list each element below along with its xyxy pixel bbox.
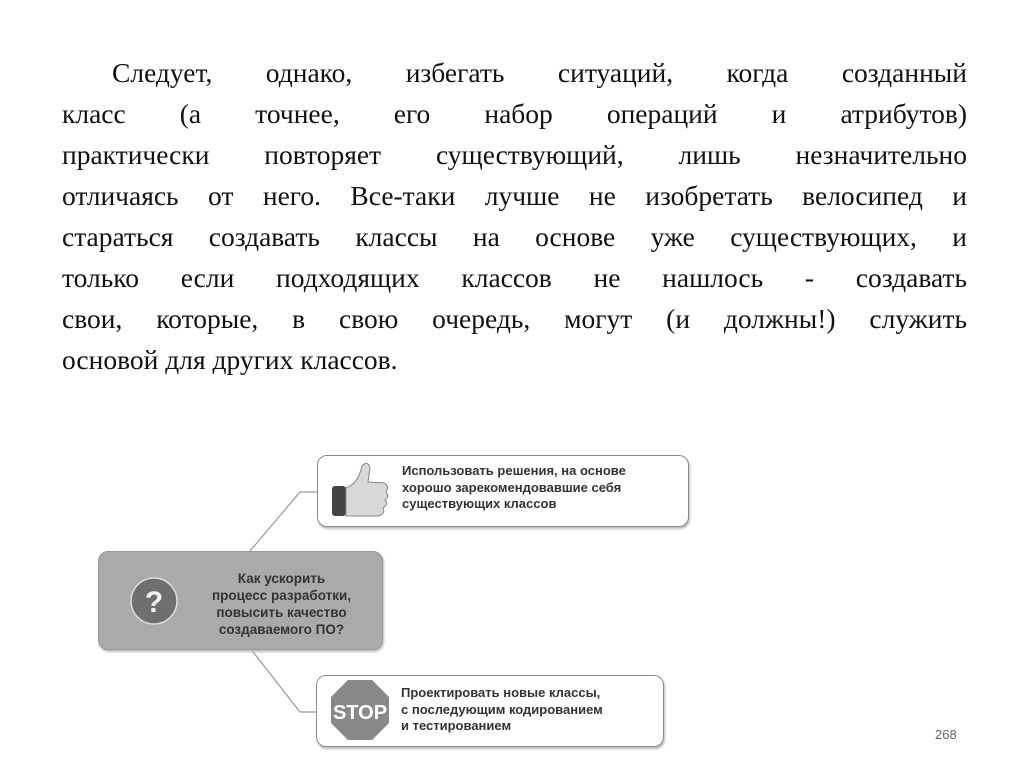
text-line: повысить качество	[216, 605, 347, 620]
paragraph-line: свои, которые, в свою очередь, могут (и должны!) служить	[62, 303, 967, 334]
text-line: Использовать решения, на основе	[402, 463, 626, 478]
text-line: существующих классов	[402, 496, 557, 511]
paragraph-line: стараться создавать классы на основе уже существующих, и	[62, 221, 967, 252]
text-line: создаваемого ПО?	[218, 622, 345, 637]
connector-top	[250, 492, 317, 551]
paragraph-line: только если подходящих классов не нашлось - создавать	[62, 262, 967, 293]
text-line: с последующим кодированием	[401, 701, 603, 717]
text-line: процесс разработки,	[211, 588, 352, 603]
option-reuse-text	[402, 463, 626, 513]
option-reuse-box	[317, 455, 689, 527]
text-line: Проектировать новые классы,	[401, 685, 601, 700]
svg-text:STOP: STOP	[332, 702, 388, 724]
paragraph-line: практически повторяет существующий, лишь незначительно	[62, 139, 967, 170]
text-line: Как ускорить	[237, 571, 326, 586]
paragraph-line: Следует, однако, избегать ситуаций, когда созданный	[112, 57, 967, 88]
page-number: 268	[935, 727, 957, 742]
option-new-box	[316, 675, 664, 747]
paragraph-line: основой для других классов.	[62, 344, 398, 375]
question-text	[189, 570, 374, 638]
stop-sign-icon	[329, 678, 391, 744]
paragraph-line: отличаясь от него. Все-таки лучше не изобретать велосипед и	[62, 180, 967, 211]
text-line: хорошо зарекомендовавшие себя	[402, 479, 622, 495]
paragraph-line: класс (а точнее, его набор операций и атрибутов)	[62, 98, 967, 129]
question-mark-icon	[129, 574, 179, 628]
connector-bottom	[250, 648, 316, 712]
question-box	[98, 551, 383, 650]
svg-text:?: ?	[144, 586, 164, 619]
thumbs-up-icon	[324, 456, 394, 524]
option-new-text	[401, 685, 603, 735]
text-line: и тестированием	[401, 718, 512, 733]
